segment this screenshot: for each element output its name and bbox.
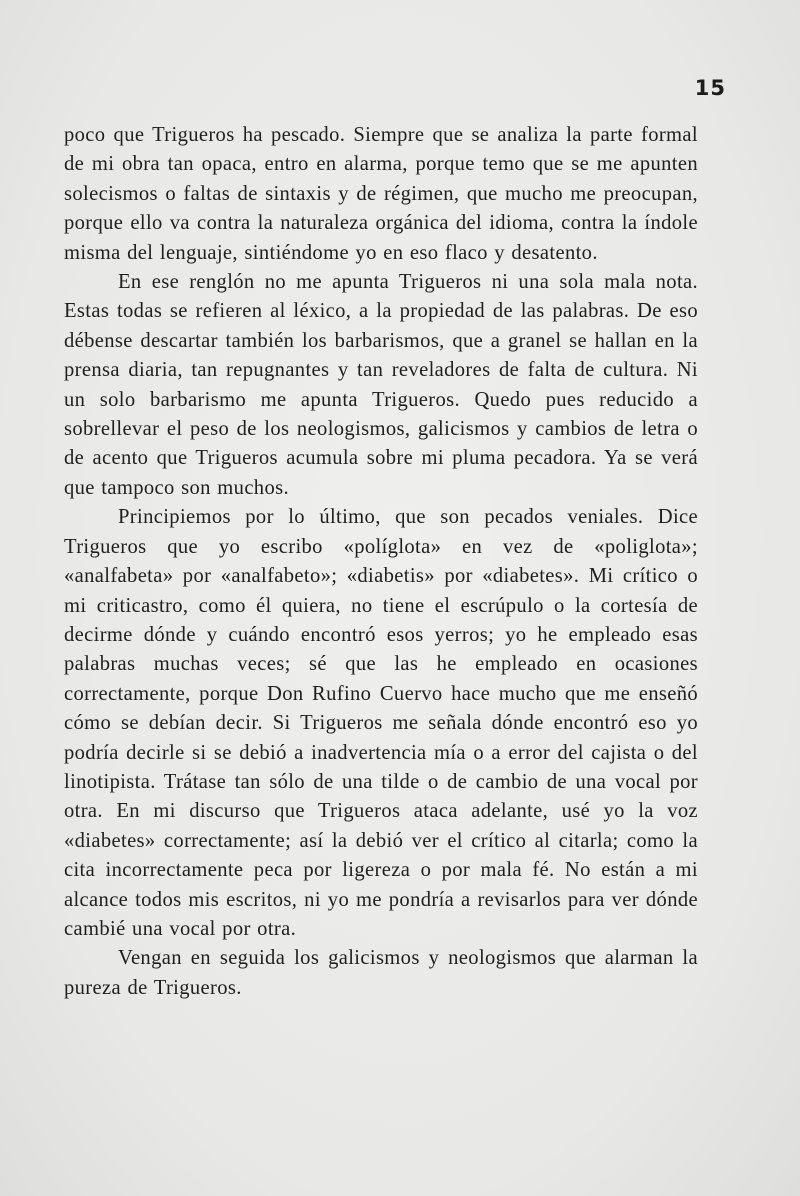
page-body-text <box>64 121 698 1003</box>
page-number: 15 <box>694 76 726 100</box>
paragraph-4: Vengan en seguida los galicismos y neologismos que alarman la pureza de Trigueros. <box>64 947 698 999</box>
paragraph-2: En ese renglón no me apunta Trigueros ni una sola mala nota. Estas todas se refieren al léxico, a la propiedad de las palabras. De eso débense descartar también los barbarismos, que a granel se hallan en la prensa diaria, tan repugnantes y tan reveladores de falta de cultura. Ni un solo barbarismo me apunta Trigueros. Quedo pues reducido a sobrellevar el peso de los neologismos, galicismos y cambios de letra o de acento que Trigueros acumula sobre mi pluma pecadora. Ya se verá que tampoco son muchos. <box>64 271 698 499</box>
paragraph-1: poco que Trigueros ha pescado. Siempre que se analiza la parte formal de mi obra tan opaca, entro en alarma, porque temo que se me apunten solecismos o faltas de sintaxis y de régimen, que mucho me preocupan, porque ello va contra la naturaleza orgánica del idioma, contra la índole misma del lenguaje, sintiéndome yo en eso flaco y desatento. <box>64 124 698 264</box>
paragraph-3: Principiemos por lo último, que son pecados veniales. Dice Trigueros que yo escribo «políglota» en vez de «poliglota»; «analfabeta» por «analfabeto»; «diabetis» por «diabetes». Mi crítico o mi criticastro, como él quiera, no tiene el escrúpulo o la cortesía de decirme dónde y cuándo encontró esos yerros; yo he empleado esas palabras muchas veces; sé que las he empleado en ocasiones correctamente, porque Don Rufino Cuervo hace mucho que me enseñó cómo se debían decir. Si Trigueros me señala dónde encontró eso yo podría decirle si se debió a inadvertencia mía o a error del cajista o del linotipista. Trátase tan sólo de una tilde o de cambio de una vocal por otra. En mi discurso que Trigueros ataca adelante, usé yo la voz «diabetes» correctamente; así la debió ver el crítico al citarla; como la cita incorrectamente peca por ligereza o por mala fé. No están a mi alcance todos mis escritos, ni yo me pondría a revisarlos para ver dónde cambié una vocal por otra. <box>64 506 698 940</box>
